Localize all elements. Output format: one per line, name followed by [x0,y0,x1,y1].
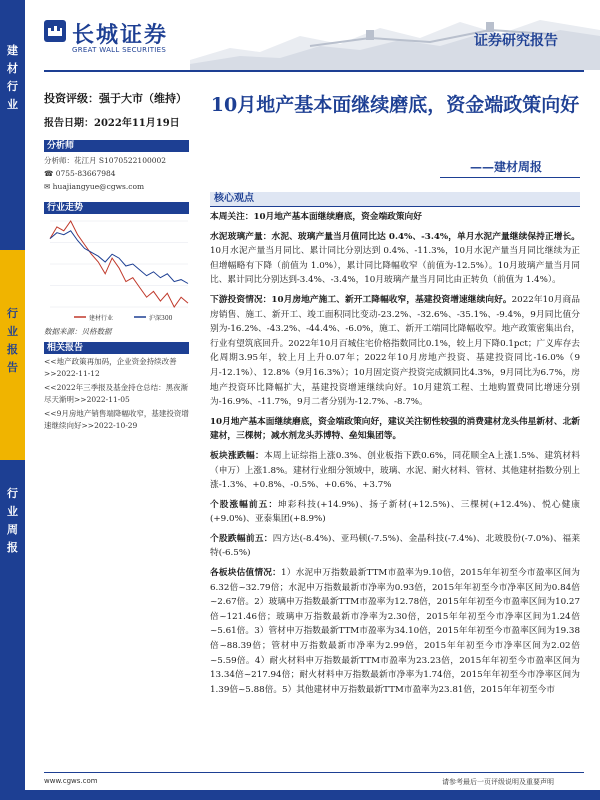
analyst-info [44,154,194,193]
sidebar-label-weekly: 行 业 周 报 [7,487,18,554]
analyst-email[interactable]: ✉ huajiangyue@cgws.com [44,182,145,191]
header-divider [44,70,584,72]
analyst-section-header: 分析师 [44,140,189,152]
downstream-paragraph: 下游投资情况：10月房地产施工、新开工降幅收窄，基建投资增速继续向好。2022年10月商品房销售、施工、新开工、竣工面积同比变动-23.2%、-32.6%、-35.1%、-9.4%，9月同比值分别为-16.2%、-43.2%、-44.4%、-6.0%，施工、新开工端同比降幅收窄。地产政策密集出台，行业有望筑底回升。2022年10月百城住宅价格指数同比0.1%，较上月下降0.1pct；广义库存去化周期3.95年，较上月上升0.07年；2022年10月房地产投资、基建投资同比-16.0%（9月-12.1%）、12.8%（9月16.3%）；10月固定资产投资完成额同比4.3%，9月同比为6.7%，房地产投资环比降幅扩大，基建投资增速继续向好。10月建筑工程、土地购置费同比增速分别为-16.9%、-11.7%，9月二者分别为-12.7%、-8.7%。 [210,294,580,408]
chart-source: 数据来源：贝格数据 [44,327,112,336]
logo-text-en: GREAT WALL SECURITIES [72,46,167,54]
report-body [210,210,580,702]
top-losers-paragraph: 个股跌幅前五：四方达(-8.4%)、亚玛顿(-7.5%)、金晶科技(-7.4%)、北玻股份(-7.0%)、福莱特(-6.5%) [210,533,581,559]
footer-disclaimer: 请参考最后一页评级说明及重要声明 [442,778,554,786]
related-section-header: 相关报告 [44,342,189,354]
core-view-divider [210,206,580,207]
company-logo [44,18,184,54]
footer-url[interactable]: www.cgws.com [44,777,98,785]
related-report-item[interactable]: <<9月房地产销售端降幅收窄，基建投资增速继续向好>>2022-10-29 [44,409,189,430]
trend-chart-svg [44,215,194,325]
analyst-name: 分析师：花江月 S1070522100002 [44,156,167,165]
sidebar-top-band [0,0,25,250]
sidebar-label-report: 行 业 报 告 [7,307,18,374]
related-reports-list [44,356,194,434]
related-report-item[interactable]: <<2022年三季报及基金持仓总结：黑夜渐尽天渐明>>2022-11-05 [44,383,189,404]
subtitle-divider [440,177,580,178]
logo-text-cn: 长城证券 [72,23,169,48]
email-icon: ✉ [44,182,53,191]
legend-label: 沪深300 [149,315,173,322]
footer-band [0,790,600,800]
valuation-paragraph: 各板块估值情况：1）水泥申万指数最新TTM市盈率为9.10倍，2015年年初至今市盈率区间为 6.32倍~32.79倍；水泥申万指数最新市净率为0.93倍，2015年年初至今市净率区间为0.84倍~2.67倍。2）玻璃申万指数最新TTM市盈率为12.78倍，2015年年初至今市盈率区间为10.27倍~121.46倍；玻璃申万指数最新市净率为2.30倍，2015年年初至今市净率区间为1.24倍~5.61倍。3）管材申万指数最新TTM市盈率为34.10倍，2015年年初至今市盈率区间为19.38倍~88.39倍；管材申万指数最新市净率为2.99倍，2015年年初至今市净率区间为2.02倍~5.59倍。4）耐火材料申万指数最新TTM市盈率为23.23倍，2015年年初至今市盈率区间为13.34倍~217.94倍；耐火材料申万指数最新市净率为1.74倍，2015年年初至今市净率区间为1.39倍~5.88倍。5）其他建材申万指数最新TTM市盈率为23.81倍，2015年年初至今市 [210,568,580,695]
phone-icon: ☎ [44,169,56,178]
core-view-header: 核心观点 [210,192,580,206]
report-title: 10月地产基本面继续磨底，资金端政策向好 [210,94,580,116]
investment-rating: 投资评级：强于大市（维持） [44,92,187,105]
report-subtitle: ——建材周报 [470,160,543,174]
report-date: 报告日期：2022年11月19日 [44,118,180,129]
footer-divider [44,772,584,773]
legend-label: 建材行业 [89,315,114,322]
recommendation-paragraph: 10月地产基本面继续磨底，资金端政策向好，建议关注韧性较强的消费建材龙头伟星新材、北新建材，三棵树；减水剂龙头苏博特、垒知集团等。 [210,416,580,442]
top-gainers-paragraph: 个股涨幅前五：坤彩科技(+14.9%)、扬子新材(+12.5%)、三棵树(+12.4%)、悦心健康(+9.0%)、亚泰集团(+8.9%) [210,499,580,525]
series-line-1 [50,231,188,284]
cement-glass-paragraph: 水泥玻璃产量：水泥、玻璃产量当月值同比达 0.4%、-3.4%，单月水泥产量继续保持正增长。10月水泥产量当月同比、累计同比分别达到 0.4%、-11.3%，10月水泥产量当月同比继续为正但增幅略有下降（前值为 1.0%），累计同比降幅收窄（前值为-12.5%）。10月玻璃产量当月同比、累计同比分别达到-3.4%、-3.4%，10月玻璃产量当月同比由正转负（前值为 1.4%）。 [210,231,580,286]
industry-trend-chart [44,215,194,325]
sidebar-label-industry: 建 材 行 业 [7,44,18,111]
trend-section-header: 行业走势 [44,202,189,214]
logo-mark-icon [44,20,66,42]
sector-performance-paragraph: 板块涨跌幅：本周上证综指上涨0.3%、创业板指下跌0.6%，同花顺全A上涨1.5%、建筑材料（申万）上涨1.8%。建材行业细分领域中，玻璃、水泥、耐火材料、管材、其他建材指数分别上涨-1.3%、+0.8%、-0.5%、+0.6%、+3.7% [210,450,580,491]
report-type-label: 证券研究报告 [474,33,558,49]
analyst-phone: ☎ 0755-83667984 [44,169,116,178]
related-report-item[interactable]: <<地产政策再加码，企业资金持续改善>>2022-11-12 [44,357,177,378]
focus-paragraph: 本周关注：10月地产基本面继续磨底，资金端政策向好 [210,212,422,222]
